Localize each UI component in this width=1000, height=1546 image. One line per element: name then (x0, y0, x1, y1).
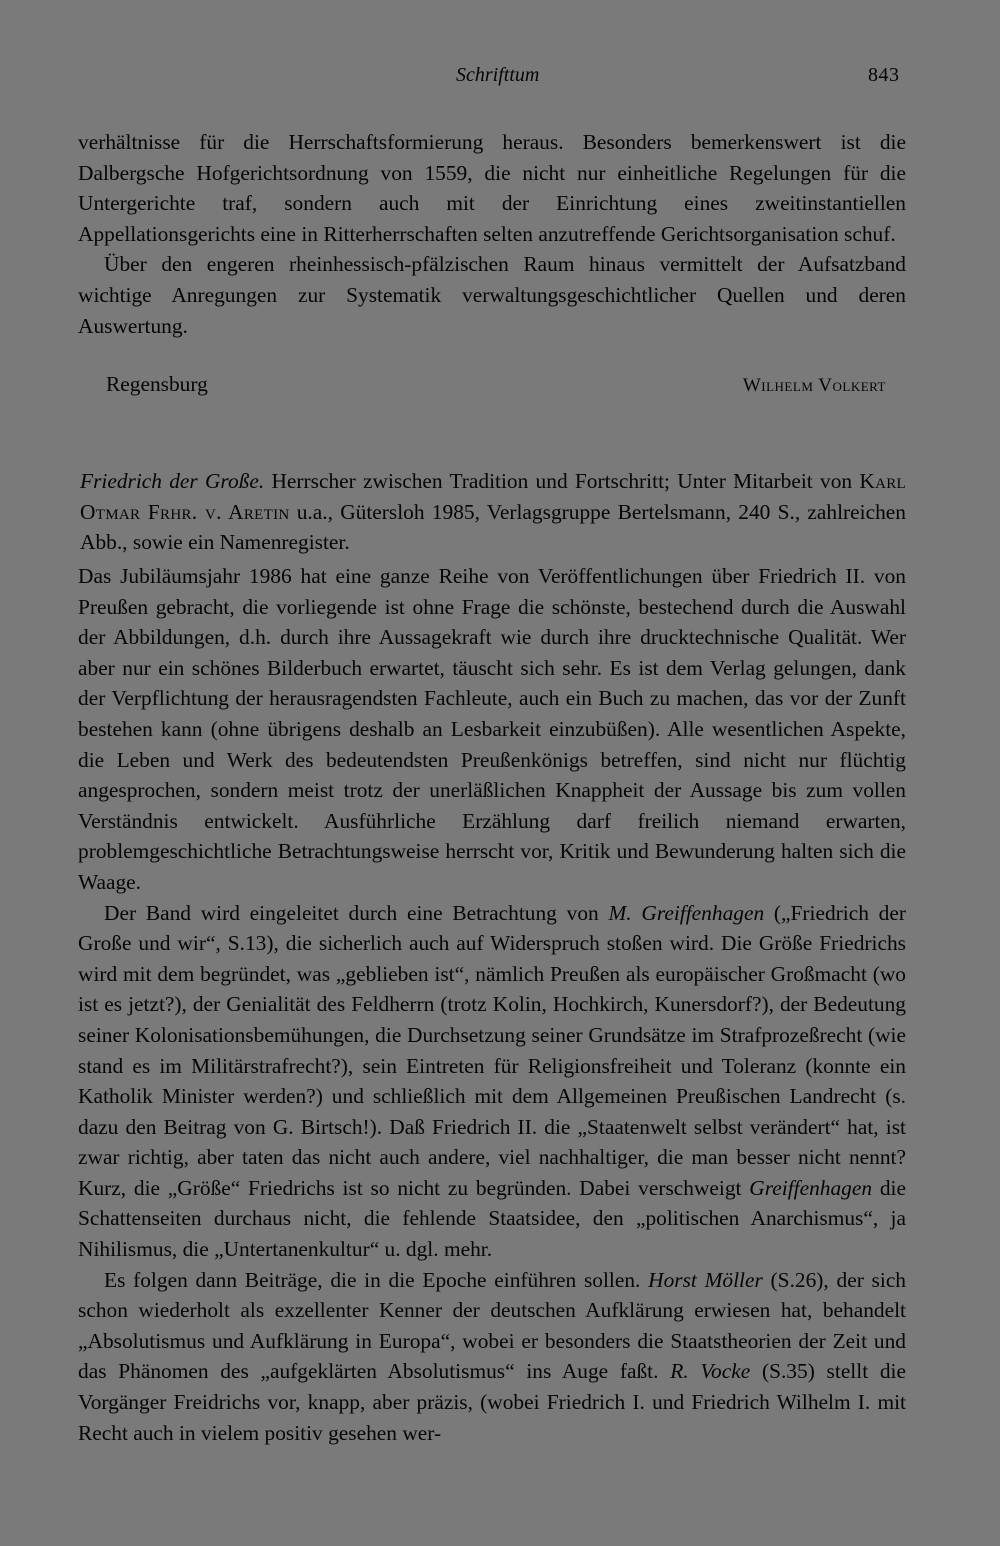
text-run: (S.35) stellt die Vorgänger Freidrichs vor, knapp, aber präzis, (wobei Friedrich I. und Friedrich Wilhelm I. mit Recht auch in vielem positiv gesehen wer- (78, 1359, 906, 1445)
author-name: R. Vocke (670, 1359, 751, 1384)
paragraph: verhältnisse für die Herrschaftsformierung heraus. Besonders bemerkenswert ist die Dalbergsche Hofgerichtsordnung von 1559, die nicht nur einheitliche Regelungen für die Untergerichte traf, sondern auch mit der Einrichtung eines zweitinstantiellen Appellationsgerichts eine in Ritterherrschaften selten anzutreffende Gerichtsorganisation schuf. (78, 130, 906, 246)
bibliographic-entry (80, 466, 906, 558)
paragraph: Das Jubiläumsjahr 1986 hat eine ganze Reihe von Veröffentlichungen über Friedrich II. von Preußen gebracht, die vorliegende ist ohne Frage die schönste, bestechend durch die Auswahl der Abbildungen, d.h. durch ihre Aussagekraft wie durch ihre drucktechnische Qualität. Wer aber nur ein schönes Bilderbuch erwartet, täuscht sich sehr. Es ist dem Verlag gelungen, dank der Verpflichtung der herausragendsten Fachleute, auch ein Buch zu machen, das vor der Zunft bestehen kann (ohne übrigens deshalb an Lesbarkeit einzubüßen). Alle wesentlichen Aspekte, die Leben und Werk des bedeutendsten Preußenkönigs betreffen, sind nicht nur flüchtig angesprochen, sondern meist trotz der unerläßlichen Knappheit der Aussage bis zum vollen Verständnis entwickelt. Ausführliche Erzählung darf freilich niemand erwarten, problemgeschichtliche Betrachtungsweise herrscht vor, Kritik und Bewunderung halten sich die Waage. (78, 564, 906, 894)
text-run: die Schattenseiten durchaus nicht, die fehlende Staatsidee, den „politischen Anarchismus“, ja Nihilismus, die „Untertanenkultur“ u. dgl. mehr. (78, 1175, 906, 1262)
author-name: Horst Möller (648, 1267, 763, 1292)
running-title: Schrifttum (456, 64, 540, 86)
text-run: Es folgen dann Beiträge, die in die Epoche einführen sollen. (104, 1267, 649, 1292)
review-signature (106, 372, 886, 402)
signature-place: Regensburg (106, 372, 208, 396)
page-number: 843 (868, 64, 900, 86)
signature-author: Wilhelm Volkert (742, 375, 886, 396)
text-run: Der Band wird eingeleitet durch eine Betrachtung von (104, 900, 609, 925)
book-details: u.a., Gütersloh 1985, Verlagsgruppe Bertelsmann, 240 S., zahlreichen Abb., sowie ein Namenregister. (80, 499, 906, 555)
previous-review-ending (78, 127, 906, 341)
book-editor: Karl Otmar Frhr. v. Aretin (80, 469, 906, 524)
paragraph: Über den engeren rheinhessisch-pfälzischen Raum hinaus vermittelt der Aufsatzband wichtige Anregungen zur Systematik verwaltungsgeschichtlicher Quellen und deren Auswertung. (78, 252, 906, 338)
review-body (78, 561, 906, 1448)
running-head (0, 64, 1000, 94)
paragraph (78, 898, 906, 1265)
text-run: („Friedrich der Große und wir“, S.13), die sicherlich auch auf Widerspruch stoßen wird. Die Größe Friedrichs wird mit dem begründet, was „geblieben ist“, nämlich Preußen als europäischer Großmacht (wo ist es jetzt?), der Genialität des Feldherrn (trotz Kolin, Hochkirch, Kunersdorf?), der Bedeutung seiner Kolonisationsbemühungen, die Durchsetzung seiner Grundsätze im Strafprozeßrecht (wie stand es im Militärstrafrecht?), sein Eintreten für Religionsfreiheit und Toleranz (konnte ein Katholik Minister werden?) und schließlich mit dem Allgemeinen Preußischen Landrecht (s. dazu den Beitrag von G. Birtsch!). Daß Friedrich II. die „Staatenwelt selbst verändert“ hat, ist zwar richtig, aber taten das nicht auch andere, viel nachhaltiger, die man besser nicht nennt? Kurz, die „Größe“ Friedrichs ist so nicht zu begründen. Dabei verschweigt (78, 900, 906, 1200)
author-name: M. Greiffenhagen (608, 900, 765, 925)
book-subtitle: Herrscher zwischen Tradition und Fortschritt; Unter Mitarbeit von (264, 469, 860, 493)
author-name: Greiffenhagen (749, 1175, 873, 1200)
text-run: (S.26), der sich schon wiederholt als exzellenter Kenner der deutschen Aufklärung erwiesen hat, behandelt „Absolutismus und Aufklärung in Europa“, wobei er besonders die Staatstheorien der Zeit und das Phänomen des „aufgeklärten Absolutismus“ ins Auge faßt. (78, 1267, 907, 1384)
paragraph (78, 1265, 906, 1449)
book-title: Friedrich der Große. (80, 469, 265, 493)
